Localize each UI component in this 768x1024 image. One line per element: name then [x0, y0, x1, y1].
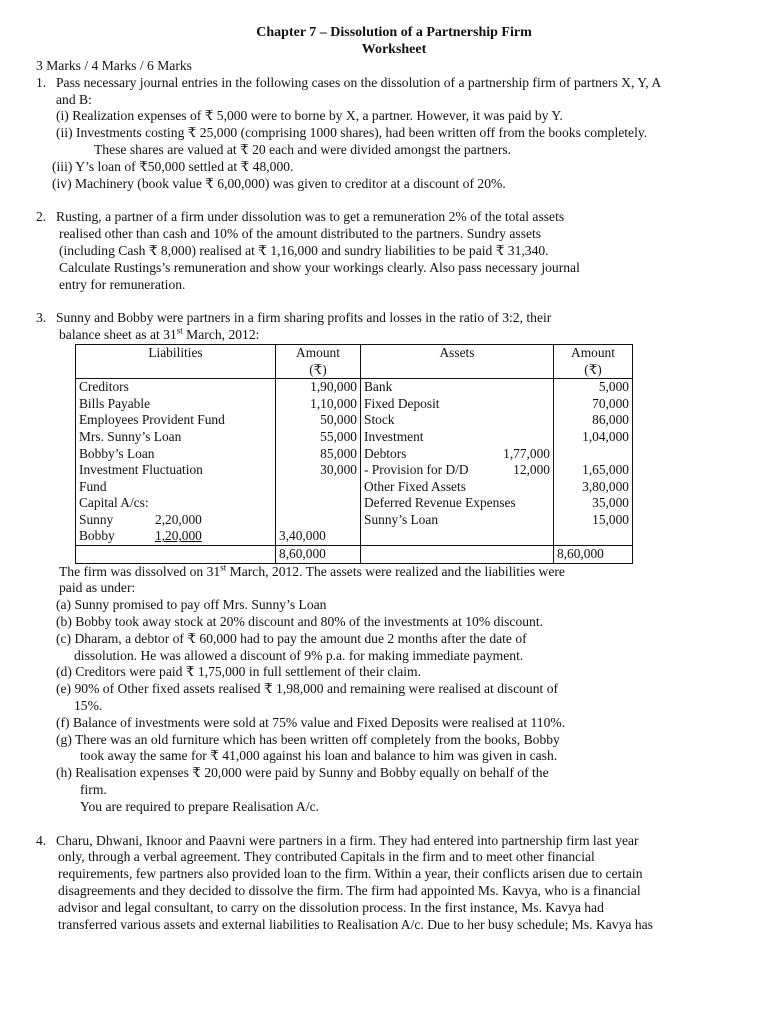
asset-item: Deferred Revenue Expenses — [364, 495, 516, 511]
item-f: (f) Balance of investments were sold at 75% value and Fixed Deposits were realised at 110%. — [56, 714, 566, 730]
asset-item: Stock — [364, 412, 395, 428]
asset-item-debtors: Debtors 1,77,000 — [364, 445, 550, 461]
item-g: (g) There was an old furniture which has been written off completely from the books, Bobby — [56, 731, 560, 747]
liability-item: Mrs. Sunny’s Loan — [79, 428, 182, 444]
worksheet-page — [36, 24, 752, 933]
liability-item: Capital A/cs: — [79, 495, 149, 511]
item-c-cont: dissolution. He was allowed a discount of 9% p.a. for making immediate payment. — [74, 647, 524, 663]
question-number: 3. — [36, 310, 47, 326]
question-text-cont: balance sheet as at 31st March, 2012: — [59, 325, 260, 343]
header-amount: Amount (₹) — [554, 344, 633, 378]
item-e-cont: 15%. — [74, 698, 103, 714]
asset-amount: 86,000 — [592, 412, 629, 428]
item-c: (c) Dharam, a debtor of ₹ 60,000 had to pay the amount due 2 months after the date of — [56, 630, 527, 646]
asset-item: Bank — [364, 379, 393, 395]
capital-sunny: Sunny 2,20,000 — [79, 511, 202, 527]
table-total-row — [76, 546, 633, 564]
question-text-cont: disagreements and they decided to dissolve the firm. The firm had appointed Ms. Kavya, who is a financial — [58, 883, 641, 899]
question-text: Charu, Dhwani, Iknoor and Paavni were partners in a firm. They had entered into partnership firm last year — [56, 832, 639, 848]
asset-amount: 1,04,000 — [582, 428, 629, 444]
question-3-details — [36, 564, 752, 816]
header-assets: Assets — [361, 344, 554, 378]
item-h: (h) Realisation expenses ₹ 20,000 were paid by Sunny and Bobby equally on behalf of the — [56, 765, 549, 781]
question-text: Rusting, a partner of a firm under dissolution was to get a remuneration 2% of the total assets — [56, 209, 565, 225]
liabilities-column — [76, 379, 276, 546]
liability-amount: 50,000 — [320, 412, 357, 428]
question-text: Pass necessary journal entries in the following cases on the dissolution of a partnership firm of partners X, Y, A — [56, 74, 662, 90]
liability-amount: 1,10,000 — [310, 395, 357, 411]
case-iii: (iii) Y’s loan of ₹50,000 settled at ₹ 48,000. — [52, 158, 294, 174]
item-h-cont: firm. — [80, 782, 107, 798]
question-text-cont: requirements, few partners also provided loan to the firm. Within a year, their conflicts arisen due to certain — [58, 866, 643, 882]
question-text-cont: only, through a verbal agreement. They contributed Capitals in the firm and to meet other financial — [58, 849, 595, 865]
capital-bobby: Bobby 1,20,000 — [79, 528, 202, 544]
case-iv: (iv) Machinery (book value ₹ 6,00,000) was given to creditor at a discount of 20%. — [52, 175, 506, 191]
item-g-cont: took away the same for ₹ 41,000 against his loan and balance to him was given in cash. — [80, 748, 558, 764]
asset-amount: 35,000 — [592, 495, 629, 511]
question-text-cont: entry for remuneration. — [59, 276, 186, 292]
liability-item: Creditors — [79, 379, 129, 395]
dissolution-text-cont: paid as under: — [59, 580, 136, 596]
assets-column — [361, 379, 554, 546]
question-2 — [36, 209, 752, 293]
instruction: You are required to prepare Realisation A/c. — [80, 798, 320, 814]
question-4 — [36, 833, 752, 934]
question-text-cont: realised other than cash and 10% of the amount distributed to the partners. Sundry assets — [59, 226, 542, 242]
item-e: (e) 90% of Other fixed assets realised ₹ 1,98,000 and remaining were realised at discount of — [56, 681, 559, 697]
worksheet-subtitle: Worksheet — [361, 42, 427, 57]
liability-amounts-column — [276, 379, 361, 546]
asset-item: Fixed Deposit — [364, 395, 440, 411]
case-ii-cont: These shares are valued at ₹ 20 each and were divided amongst the partners. — [94, 141, 512, 157]
question-1 — [36, 75, 752, 193]
question-text-cont: (including Cash ₹ 8,000) realised at ₹ 1,16,000 and sundry liabilities to be paid ₹ 31,340. — [59, 242, 549, 258]
question-text-cont: Calculate Rustings’s remuneration and show your workings clearly. Also pass necessary journal — [59, 259, 580, 275]
capital-total: 3,40,000 — [279, 528, 326, 544]
asset-item: Sunny’s Loan — [364, 511, 439, 527]
asset-amount: 3,80,000 — [582, 478, 629, 494]
liability-item: Bobby’s Loan — [79, 445, 155, 461]
asset-amount: 5,000 — [598, 379, 629, 395]
marks-line: 3 Marks / 4 Marks / 6 Marks — [36, 58, 192, 73]
table-body-row — [76, 379, 633, 546]
chapter-title: Chapter 7 – Dissolution of a Partnership Firm — [256, 25, 532, 40]
question-number: 2. — [36, 209, 47, 225]
liability-amount: 30,000 — [320, 462, 357, 478]
question-text-cont: transferred various assets and external liabilities to Realisation A/c. Due to her busy schedule; Ms. Kavya has — [58, 916, 653, 932]
question-text-cont: advisor and legal consultant, to carry on the dissolution process. In the first instance, Ms. Kavya had — [58, 899, 604, 915]
asset-item: Other Fixed Assets — [364, 478, 466, 494]
asset-item: Investment — [364, 428, 424, 444]
asset-amount: 70,000 — [592, 395, 629, 411]
question-text: Sunny and Bobby were partners in a firm sharing profits and losses in the ratio of 3:2, their — [56, 310, 552, 326]
liability-item: Employees Provident Fund — [79, 412, 225, 428]
liability-amount: 1,90,000 — [310, 379, 357, 395]
liability-item: Bills Payable — [79, 395, 151, 411]
liability-amount: 85,000 — [320, 445, 357, 461]
question-number: 4. — [36, 832, 47, 848]
item-d: (d) Creditors were paid ₹ 1,75,000 in full settlement of their claim. — [56, 664, 422, 680]
header-amount: Amount (₹) — [276, 344, 361, 378]
asset-amount: 15,000 — [592, 511, 629, 527]
liability-item: Fund — [79, 478, 107, 494]
liability-amount: 55,000 — [320, 428, 357, 444]
total-assets: 8,60,000 — [554, 546, 633, 564]
item-b: (b) Bobby took away stock at 20% discount and 80% of the investments at 10% discount. — [56, 614, 544, 630]
asset-amount: 1,65,000 — [582, 462, 629, 478]
balance-sheet-table — [75, 344, 633, 564]
question-3 — [36, 310, 752, 344]
case-i: (i) Realization expenses of ₹ 5,000 were to borne by X, a partner. However, it was paid by Y. — [56, 108, 563, 124]
dissolution-text: The firm was dissolved on 31st March, 2012. The assets were realized and the liabilities were — [59, 562, 565, 579]
liability-item: Investment Fluctuation — [79, 462, 203, 478]
total-liabilities: 8,60,000 — [276, 546, 361, 564]
item-a: (a) Sunny promised to pay off Mrs. Sunny’s Loan — [56, 597, 327, 613]
question-text-cont: and B: — [56, 91, 92, 107]
table-header-row — [76, 344, 633, 378]
header-liabilities: Liabilities — [76, 344, 276, 378]
case-ii: (ii) Investments costing ₹ 25,000 (comprising 1000 shares), had been written off from the books completely. — [56, 125, 648, 141]
asset-item-provision: - Provision for D/D 12,000 — [364, 462, 550, 478]
question-number: 1. — [36, 74, 47, 90]
asset-amounts-column — [554, 379, 633, 546]
